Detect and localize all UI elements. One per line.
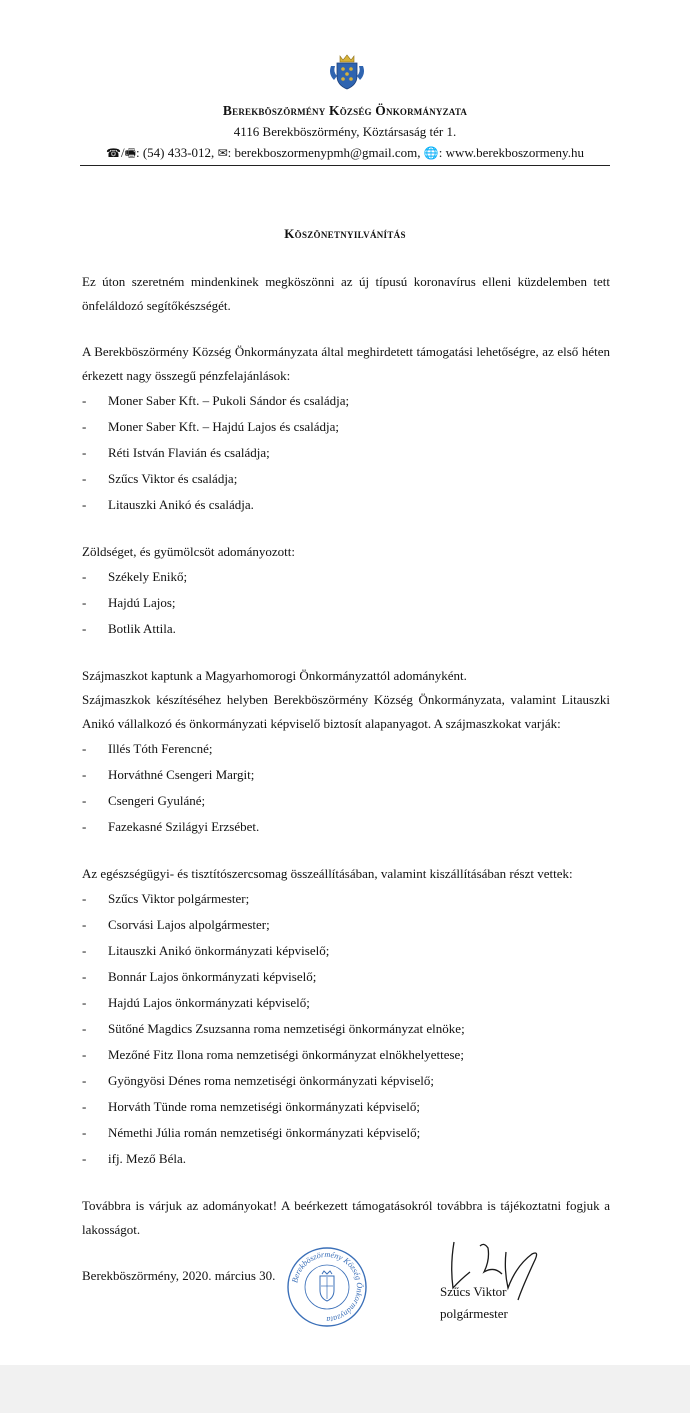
fax-icon: 🖷 bbox=[124, 146, 136, 160]
list-item: - Szűcs Viktor polgármester; bbox=[82, 886, 610, 912]
list-item: - Moner Saber Kft. – Hajdú Lajos és családja; bbox=[82, 414, 610, 440]
list-item: - Bonnár Lajos önkormányzati képviselő; bbox=[82, 964, 610, 990]
masks-line-1: Szájmaszkot kaptunk a Magyarhomorogi Önkormányzattól adományként. bbox=[82, 668, 467, 683]
masks-line-2: Szájmaszkok készítéséhez helyben Berekböszörmény Község Önkormányzata, valamint Litauszki Anikó vállalkozó és önkormányzati képviselő biztosít alapanyagot. A szájmaszkokat varják: bbox=[82, 692, 610, 731]
organization-name: Berekböszörmény Község Önkormányzata bbox=[222, 103, 468, 118]
website: www.berekboszormeny.hu bbox=[445, 145, 584, 160]
masks-list bbox=[82, 736, 610, 840]
signatory-title: polgármester bbox=[440, 1306, 508, 1321]
list-item: - ifj. Mező Béla. bbox=[82, 1146, 610, 1172]
signatory-name: Szűcs Viktor bbox=[440, 1284, 507, 1299]
list-item: - Hajdú Lajos önkormányzati képviselő; bbox=[82, 990, 610, 1016]
email-address: berekboszormenypmh@gmail.com, bbox=[234, 145, 421, 160]
globe-icon: 🌐 bbox=[423, 146, 439, 160]
list-item: - Botlik Attila. bbox=[82, 616, 610, 642]
packages-list bbox=[82, 886, 610, 1172]
list-item: - Gyöngyösi Dénes roma nemzetiségi önkormányzati képviselő; bbox=[82, 1068, 610, 1094]
list-item: - Szűcs Viktor és családja; bbox=[82, 466, 610, 492]
donations-list bbox=[82, 388, 610, 518]
list-item: - Némethi Júlia román nemzetiségi önkormányzati képviselő; bbox=[82, 1120, 610, 1146]
list-item: - Csorvási Lajos alpolgármester; bbox=[82, 912, 610, 938]
list-item: - Litauszki Anikó önkormányzati képviselő; bbox=[82, 938, 610, 964]
list-item: - Mezőné Fitz Ilona roma nemzetiségi önkormányzat elnökhelyettese; bbox=[82, 1042, 610, 1068]
list-item: - Székely Enikő; bbox=[82, 564, 610, 590]
list-item: - Hajdú Lajos; bbox=[82, 590, 610, 616]
list-item: - Fazekasné Szilágyi Erzsébet. bbox=[82, 814, 610, 840]
list-item: - Horváth Tünde roma nemzetiségi önkormányzati képviselő; bbox=[82, 1094, 610, 1120]
list-item: - Sütőné Magdics Zsuzsanna roma nemzetiségi önkormányzat elnöke; bbox=[82, 1016, 610, 1042]
intro-paragraph: Ez úton szeretném mindenkinek megköszönni az új típusú koronavírus elleni küzdelemben tett önfeláldozó segítőkészségét. bbox=[82, 274, 610, 313]
produce-lead: Zöldséget, és gyümölcsöt adományozott: bbox=[82, 544, 296, 559]
list-item: - Csengeri Gyuláné; bbox=[82, 788, 610, 814]
phone-fax-separator: / bbox=[120, 145, 125, 160]
organization-address: 4116 Berekböszörmény, Köztársaság tér 1. bbox=[233, 124, 457, 139]
list-item: - Moner Saber Kft. – Pukoli Sándor és családja; bbox=[82, 388, 610, 414]
list-item: - Litauszki Anikó és családja. bbox=[82, 492, 610, 518]
document-date: Berekböszörmény, 2020. március 30. bbox=[82, 1268, 276, 1283]
donations-lead: A Berekböszörmény Község Önkormányzata által meghirdetett támogatási lehetőségre, az első héten érkezett nagy összegű pénzfelajánlások: bbox=[82, 344, 610, 383]
coat-of-arms-icon bbox=[328, 52, 366, 92]
list-item: - Réti István Flavián és családja; bbox=[82, 440, 610, 466]
document-title: Köszönetnyilvánítás bbox=[284, 226, 406, 241]
phone-number: (54) 433-012, bbox=[142, 145, 215, 160]
list-item: - Illés Tóth Ferencné; bbox=[82, 736, 610, 762]
produce-list bbox=[82, 564, 610, 642]
document-body bbox=[82, 270, 610, 1288]
closing-paragraph: Továbbra is várjuk az adományokat! A beérkezett támogatásokról továbbra is tájékoztatni fogjuk a lakosságot. bbox=[82, 1198, 610, 1237]
phone-icon: ☎ bbox=[106, 146, 121, 160]
header-divider bbox=[80, 165, 610, 166]
page-margin bbox=[0, 1365, 690, 1413]
svg-text:Berekböszörmény Község Önkormá: Berekböszörmény Község Önkormányzata bbox=[290, 1249, 365, 1325]
packages-lead: Az egészségügyi- és tisztítószercsomag összeállításában, valamint kiszállításában részt vettek: bbox=[82, 866, 573, 881]
organization-contact: ☎/🖷: (54) 433-012, ✉: berekboszormenypmh@gmail.com, 🌐: www.berekboszormeny.hu bbox=[106, 145, 584, 160]
official-stamp-icon bbox=[286, 1246, 368, 1328]
list-item: - Horváthné Csengeri Margit; bbox=[82, 762, 610, 788]
envelope-icon: ✉ bbox=[217, 146, 228, 160]
